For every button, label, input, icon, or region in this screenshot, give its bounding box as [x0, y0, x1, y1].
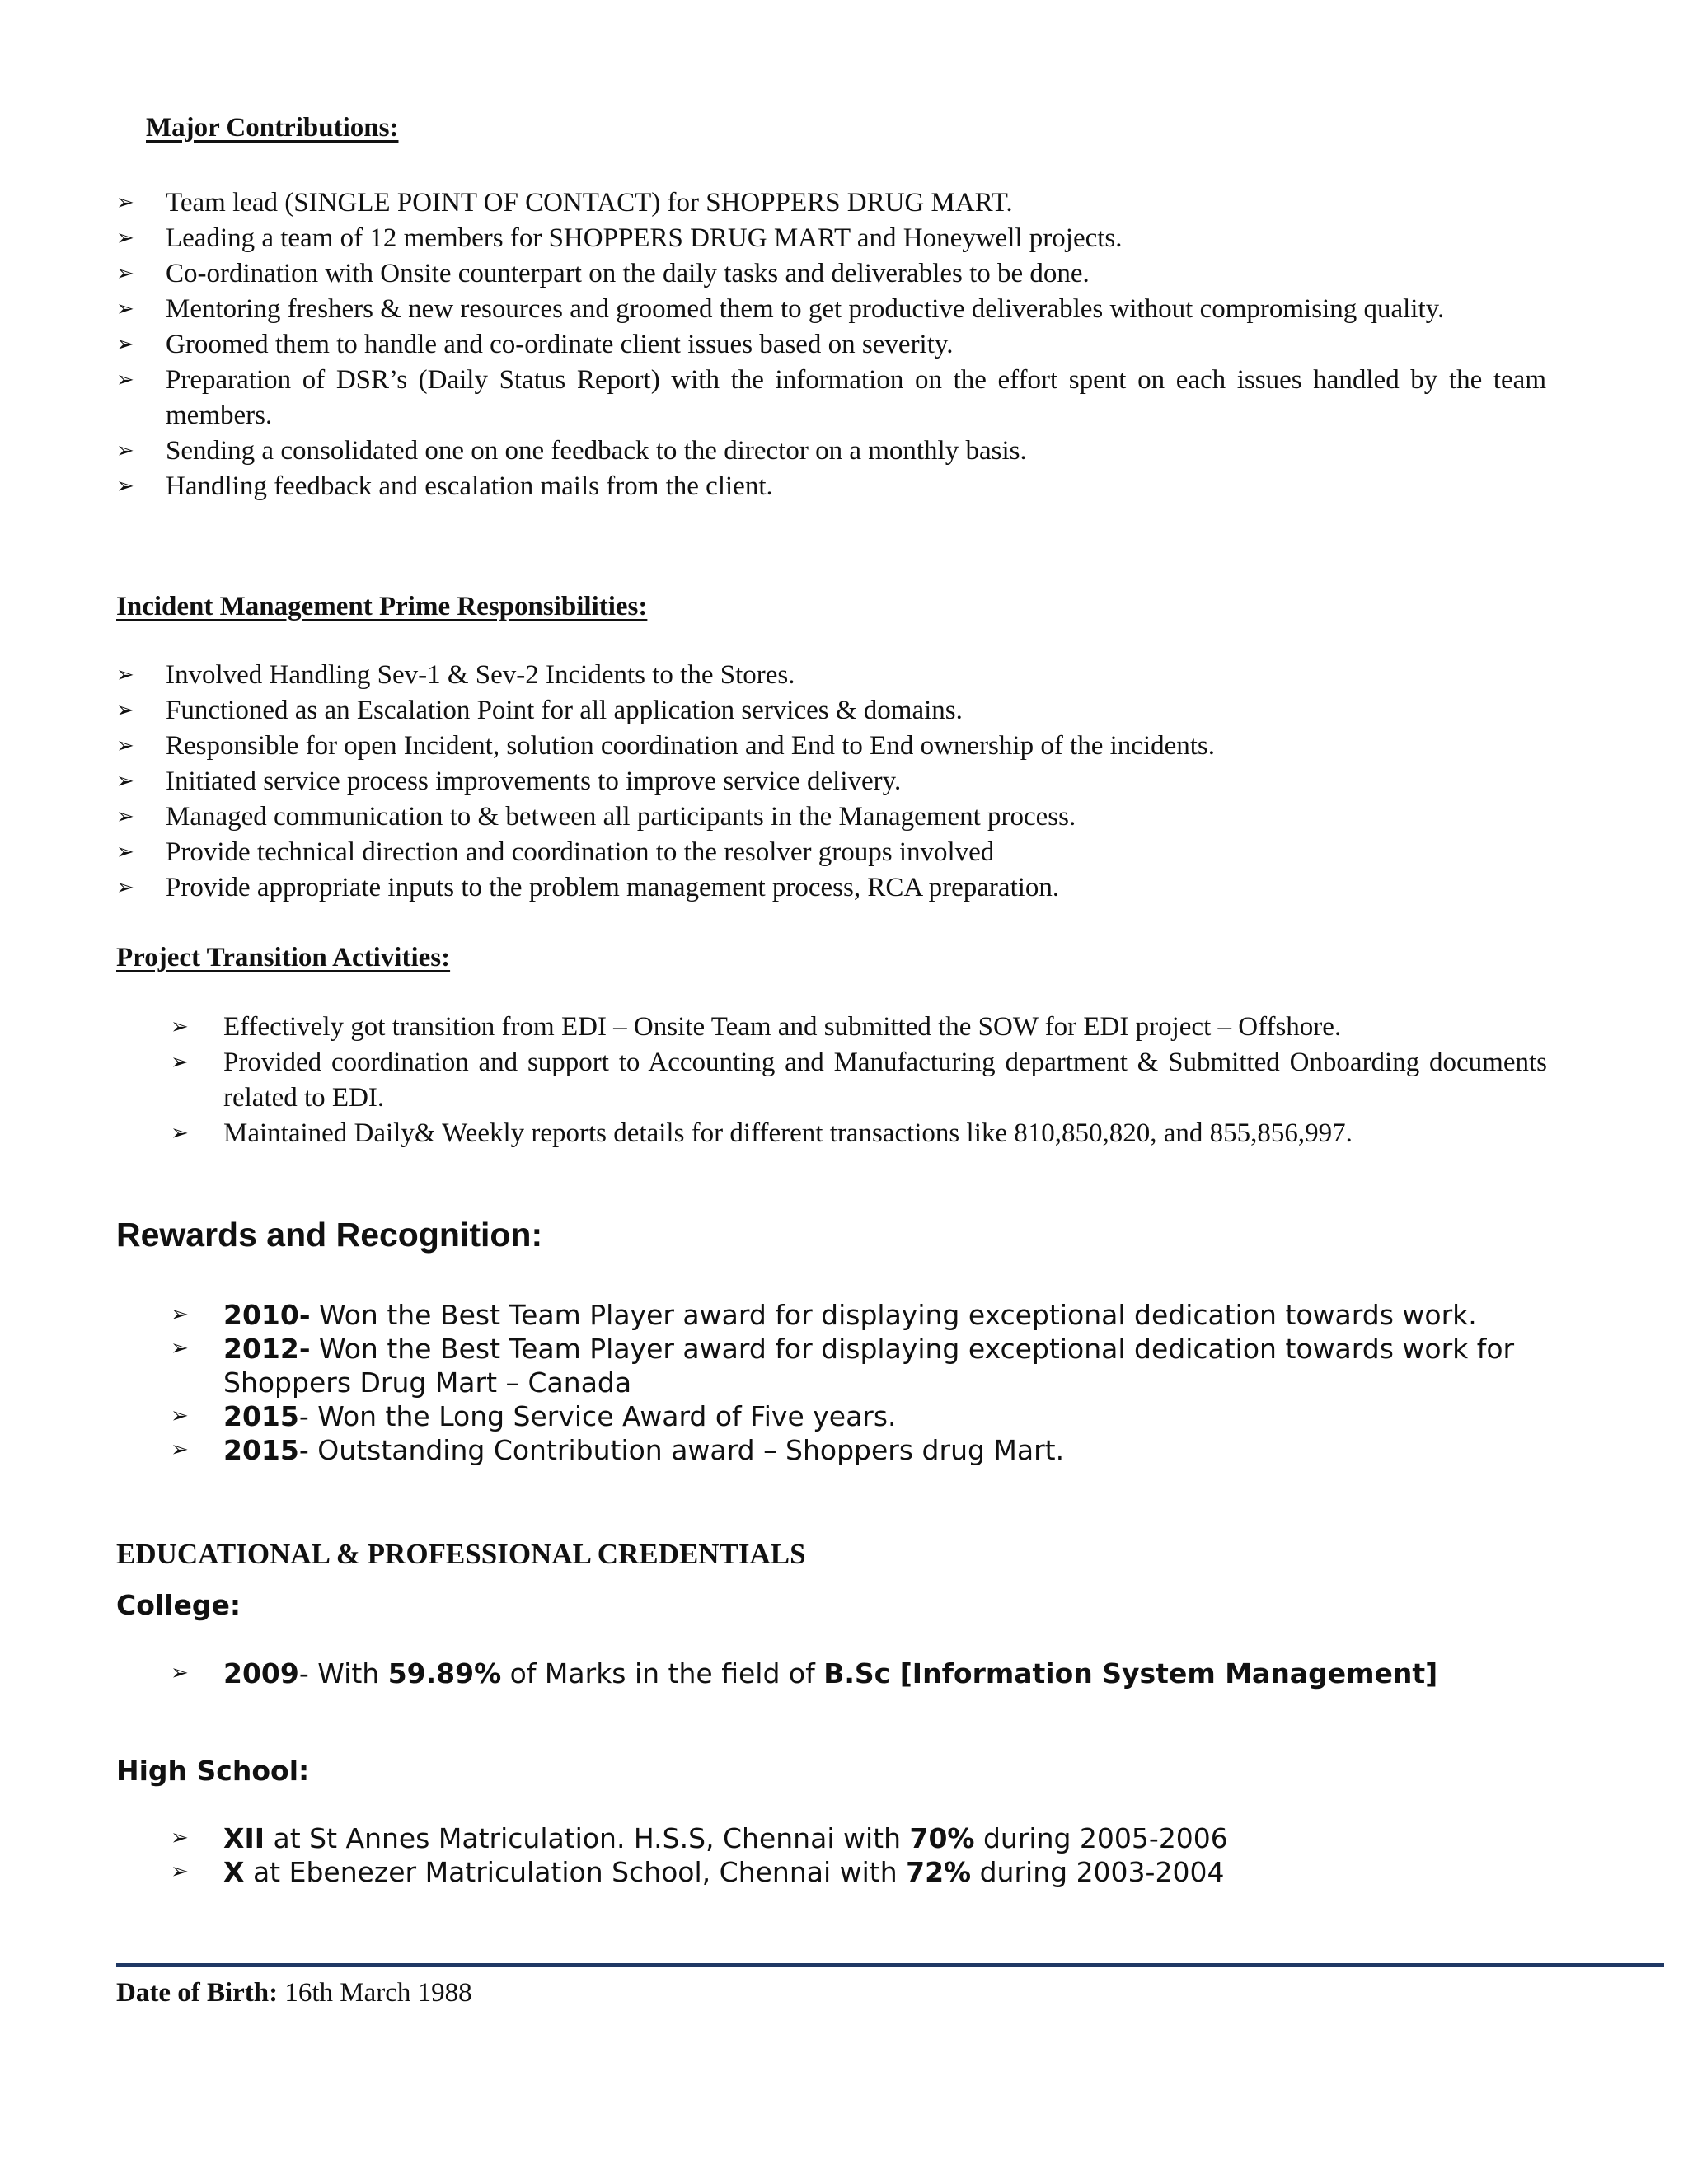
- list-item: ➢ Preparation of DSR’s (Daily Status Report) with the information on the effort spent on each issues handled by the team members.: [116, 363, 1546, 434]
- arrow-bullet-icon: [171, 1399, 189, 1433]
- project-transition-list: [171, 1010, 1547, 1151]
- list-item: ➢ Provide appropriate inputs to the problem management process, RCA preparation.: [116, 870, 1546, 906]
- arrow-bullet-icon: [116, 799, 134, 835]
- rewards-list: [171, 1298, 1572, 1467]
- list-item: ➢ Provide technical direction and coordination to the resolver groups involved: [116, 835, 1546, 870]
- arrow-bullet-icon: [116, 327, 134, 363]
- arrow-bullet-icon: [116, 256, 134, 292]
- college-list: [171, 1657, 1572, 1690]
- date-of-birth: [116, 1975, 472, 2011]
- education-heading: EDUCATIONAL & PROFESSIONAL CREDENTIALS: [116, 1538, 806, 1570]
- list-item: ➢ XII at St Annes Matriculation. H.S.S, Chennai with 70% during 2005-2006: [171, 1821, 1572, 1855]
- list-item: ➢ Responsible for open Incident, solution coordination and End to End ownership of the incidents.: [116, 729, 1546, 764]
- incident-management-list: [116, 658, 1546, 906]
- arrow-bullet-icon: [171, 1298, 189, 1332]
- arrow-bullet-icon: [171, 1855, 189, 1889]
- list-item: ➢ X at Ebenezer Matriculation School, Chennai with 72% during 2003-2004: [171, 1855, 1572, 1889]
- list-item: ➢ Handling feedback and escalation mails from the client.: [116, 469, 1546, 504]
- list-item: ➢ Effectively got transition from EDI – Onsite Team and submitted the SOW for EDI project – Offshore.: [171, 1010, 1547, 1045]
- arrow-bullet-icon: [116, 221, 134, 256]
- dob-value: 16th March 1988: [278, 1978, 472, 2008]
- arrow-bullet-icon: [116, 693, 134, 729]
- arrow-bullet-icon: [171, 1433, 189, 1467]
- section-divider: [116, 1963, 1664, 1967]
- high-school-heading: High School:: [116, 1755, 310, 1787]
- major-contributions-heading: Major Contributions:: [146, 113, 399, 143]
- arrow-bullet-icon: [116, 292, 134, 327]
- list-item: ➢ Involved Handling Sev-1 & Sev-2 Incidents to the Stores.: [116, 658, 1546, 693]
- arrow-bullet-icon: [171, 1332, 189, 1366]
- list-item: ➢ Leading a team of 12 members for SHOPPERS DRUG MART and Honeywell projects.: [116, 221, 1546, 256]
- list-item: ➢ Mentoring freshers & new resources and groomed them to get productive deliverables without compromising quality.: [116, 292, 1546, 327]
- major-contributions-list: [116, 185, 1546, 504]
- arrow-bullet-icon: [116, 185, 134, 221]
- arrow-bullet-icon: [116, 469, 134, 504]
- list-item: ➢ 2010- Won the Best Team Player award for displaying exceptional dedication towards work.: [171, 1298, 1572, 1332]
- incident-management-heading: Incident Management Prime Responsibilities:: [116, 592, 648, 621]
- arrow-bullet-icon: [116, 434, 134, 469]
- list-item: ➢ Co-ordination with Onsite counterpart on the daily tasks and deliverables to be done.: [116, 256, 1546, 292]
- arrow-bullet-icon: [116, 870, 134, 906]
- arrow-bullet-icon: [116, 729, 134, 764]
- list-item: ➢ 2015- Outstanding Contribution award – Shoppers drug Mart.: [171, 1433, 1572, 1467]
- list-item: ➢ Team lead (SINGLE POINT OF CONTACT) for SHOPPERS DRUG MART.: [116, 185, 1546, 221]
- project-transition-heading: Project Transition Activities:: [116, 943, 451, 972]
- arrow-bullet-icon: [171, 1045, 189, 1080]
- arrow-bullet-icon: [171, 1821, 189, 1855]
- arrow-bullet-icon: [171, 1010, 189, 1045]
- arrow-bullet-icon: [116, 658, 134, 693]
- rewards-heading: Rewards and Recognition:: [116, 1216, 543, 1254]
- list-item: ➢ Provided coordination and support to Accounting and Manufacturing department & Submitted Onboarding documents related to EDI.: [171, 1045, 1547, 1116]
- arrow-bullet-icon: [116, 835, 134, 870]
- high-school-list: [171, 1821, 1572, 1889]
- list-item: ➢ Managed communication to & between all participants in the Management process.: [116, 799, 1546, 835]
- arrow-bullet-icon: [116, 764, 134, 799]
- dob-label: Date of Birth:: [116, 1978, 279, 2008]
- list-item: ➢ Initiated service process improvements to improve service delivery.: [116, 764, 1546, 799]
- list-item: ➢ Groomed them to handle and co-ordinate client issues based on severity.: [116, 327, 1546, 363]
- list-item: ➢ 2015- Won the Long Service Award of Five years.: [171, 1399, 1572, 1433]
- list-item: ➢ Maintained Daily& Weekly reports details for different transactions like 810,850,820, and 855,856,997.: [171, 1116, 1547, 1151]
- list-item: ➢ Functioned as an Escalation Point for all application services & domains.: [116, 693, 1546, 729]
- arrow-bullet-icon: [171, 1116, 189, 1151]
- list-item: ➢ 2012- Won the Best Team Player award for displaying exceptional dedication towards work for Shoppers Drug Mart – Canada: [171, 1332, 1572, 1399]
- list-item: ➢ Sending a consolidated one on one feedback to the director on a monthly basis.: [116, 434, 1546, 469]
- college-heading: College:: [116, 1589, 241, 1621]
- arrow-bullet-icon: [171, 1657, 189, 1690]
- list-item: ➢ 2009- With 59.89% of Marks in the field of B.Sc [Information System Management]: [171, 1657, 1572, 1690]
- arrow-bullet-icon: [116, 363, 134, 398]
